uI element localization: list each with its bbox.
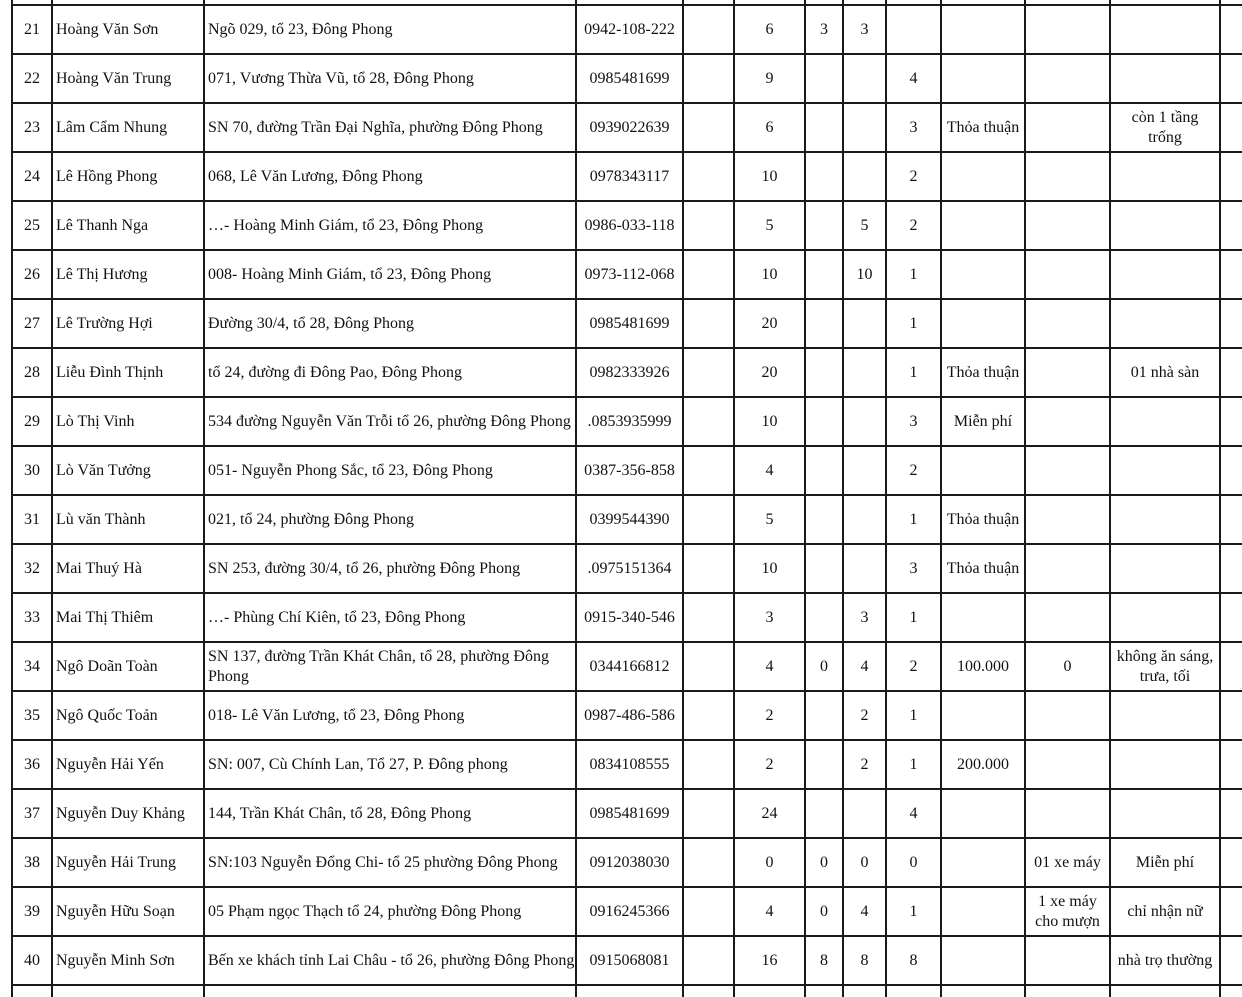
cell-col-9: 3	[909, 412, 918, 430]
cell-col-11	[1026, 398, 1109, 445]
cell-col-10	[942, 594, 1024, 641]
cell-col-11	[1026, 251, 1109, 298]
cell-col-5	[684, 251, 733, 298]
cell-col-10	[942, 447, 1024, 494]
cell-row-number: 34	[24, 657, 40, 675]
cell-col-12: nhà trọ thường	[1117, 951, 1213, 969]
cell-col-8	[844, 153, 885, 200]
cell-address: 05 Phạm ngọc Thạch tổ 24, phường Đông Phong	[208, 902, 522, 920]
cell-row-number: 32	[24, 559, 40, 577]
cell-col-7: 8	[820, 951, 828, 969]
cell-col-10	[942, 839, 1024, 886]
cell-col-11: 1 xe máy cho mượn	[1035, 892, 1100, 930]
cell-col-9: 1	[909, 608, 918, 626]
cell-col-9: 3	[909, 559, 918, 577]
cell-row-number: 23	[24, 118, 40, 136]
cell-col-9: 2	[909, 461, 918, 479]
cell-col-11	[1026, 55, 1109, 102]
cell-col-6: 10	[761, 559, 778, 577]
cell-col-6: 6	[765, 20, 774, 38]
cell-col-5	[684, 300, 733, 347]
cell-col-11	[1026, 153, 1109, 200]
cell-col-7	[806, 398, 842, 445]
cell-address: SN: 007, Cù Chính Lan, Tổ 27, P. Đông phong	[208, 755, 508, 773]
cell-col-9: 4	[909, 69, 918, 87]
cell-row-number: 27	[24, 314, 40, 332]
cell-owner-name: Nguyễn Hải Yến	[56, 755, 164, 773]
cell-row-number: 26	[24, 265, 40, 283]
cell-col-9: 1	[909, 902, 918, 920]
cell-address: …- Hoàng Minh Giám, tổ 23, Đông Phong	[208, 216, 484, 234]
cell-col-9: 1	[909, 706, 918, 724]
cell-address: 144, Trần Khát Chân, tổ 28, Đông Phong	[208, 804, 472, 822]
cell-owner-name: Liễu Đình Thịnh	[56, 363, 164, 381]
cell-col-10	[942, 692, 1024, 739]
cell-col-7	[806, 692, 842, 739]
cell-col-8: 3	[860, 20, 869, 38]
cell-owner-name: Ngô Quốc Toản	[56, 706, 158, 724]
cell-col-6: 2	[765, 755, 774, 773]
cell-phone: 0985481699	[589, 69, 670, 87]
cell-row-number: 39	[24, 902, 40, 920]
cell-row-number: 28	[24, 363, 40, 381]
cell-col-12	[1111, 594, 1219, 641]
cell-col-11	[1026, 692, 1109, 739]
cell-col-8	[844, 398, 885, 445]
cell-col-5	[684, 6, 733, 53]
cell-col-9: 0	[909, 853, 918, 871]
cell-col-12	[1111, 692, 1219, 739]
cell-col-5	[684, 496, 733, 543]
cell-col-10: Thỏa thuận	[946, 118, 1020, 136]
cell-col-11	[1026, 594, 1109, 641]
cell-col-11	[1026, 349, 1109, 396]
cell-owner-name: Hoàng Văn Sơn	[56, 20, 159, 38]
cell-phone: 0387-356-858	[584, 461, 675, 479]
cell-col-8: 10	[856, 265, 873, 283]
cell-col-11	[1026, 496, 1109, 543]
cell-address: SN 70, đường Trần Đại Nghĩa, phường Đông Phong	[208, 118, 543, 136]
cell-col-5	[684, 398, 733, 445]
cell-col-7	[806, 153, 842, 200]
cell-row-number: 36	[24, 755, 40, 773]
cell-owner-name: Nguyễn Hải Trung	[56, 853, 177, 871]
cell-col-8	[844, 447, 885, 494]
cell-col-12: còn 1 tầng trống	[1131, 108, 1199, 146]
cell-col-5	[684, 741, 733, 788]
cell-col-9: 2	[909, 216, 918, 234]
cell-row-number: 31	[24, 510, 40, 528]
cell-col-8	[844, 545, 885, 592]
cell-col-5	[684, 447, 733, 494]
cell-col-12	[1111, 153, 1219, 200]
cell-col-6: 10	[761, 412, 778, 430]
cell-row-number: 21	[24, 20, 40, 38]
cell-owner-name: Mai Thuý Hà	[56, 559, 142, 577]
cell-col-8: 2	[860, 706, 869, 724]
cell-address: 534 đường Nguyễn Văn Trỗi tổ 26, phường Đông Phong	[208, 412, 571, 430]
cell-address: 068, Lê Văn Lương, Đông Phong	[208, 167, 423, 185]
cell-col-6: 10	[761, 167, 778, 185]
cell-col-11: 01 xe máy	[1034, 853, 1101, 871]
cell-col-8: 8	[860, 951, 869, 969]
cell-col-9: 4	[909, 804, 918, 822]
cell-phone: 0399544390	[589, 510, 670, 528]
cell-col-7	[806, 300, 842, 347]
cell-col-11	[1026, 6, 1109, 53]
cell-col-12	[1111, 202, 1219, 249]
cell-col-6: 4	[765, 902, 774, 920]
cell-col-5	[684, 594, 733, 641]
cell-col-11	[1026, 741, 1109, 788]
cell-col-10	[942, 6, 1024, 53]
cell-col-8: 2	[860, 755, 869, 773]
cell-col-10: Thỏa thuận	[946, 510, 1020, 528]
cell-col-11: 0	[1063, 657, 1072, 675]
cell-col-11	[1026, 937, 1109, 984]
cell-col-7	[806, 251, 842, 298]
cell-phone: 0982333926	[589, 363, 670, 381]
cell-col-5	[684, 545, 733, 592]
cell-col-5	[684, 202, 733, 249]
cell-col-10	[942, 790, 1024, 837]
cell-col-6: 24	[761, 804, 778, 822]
cell-phone: 0986-033-118	[584, 216, 675, 234]
cell-col-10	[942, 251, 1024, 298]
cell-col-11	[1026, 545, 1109, 592]
cell-col-12	[1111, 447, 1219, 494]
cell-phone: 0978343117	[589, 167, 670, 185]
cell-address: 071, Vương Thừa Vũ, tổ 28, Đông Phong	[208, 69, 474, 87]
cell-col-12: Miễn phí	[1135, 853, 1195, 871]
cell-address: SN 137, đường Trần Khát Chân, tổ 28, phường Đông Phong	[208, 647, 549, 685]
cell-col-6: 5	[765, 510, 774, 528]
cell-row-number: 33	[24, 608, 40, 626]
cell-address: SN:103 Nguyễn Đổng Chi- tổ 25 phường Đông Phong	[208, 853, 558, 871]
cell-owner-name: Lù văn Thành	[56, 510, 146, 528]
cell-col-10: Thỏa thuận	[946, 363, 1020, 381]
cell-col-7	[806, 202, 842, 249]
cell-phone: 0912038030	[589, 853, 670, 871]
cell-phone: 0916245366	[589, 902, 670, 920]
cell-col-5	[684, 692, 733, 739]
cell-row-number: 25	[24, 216, 40, 234]
cell-col-5	[684, 104, 733, 151]
column-divider	[1219, 0, 1221, 997]
cell-col-11	[1026, 790, 1109, 837]
cell-address: SN 253, đường 30/4, tổ 26, phường Đông Phong	[208, 559, 521, 577]
cell-col-7	[806, 104, 842, 151]
cell-row-number: 40	[24, 951, 40, 969]
cell-col-10: Miễn phí	[953, 412, 1013, 430]
cell-col-12: 01 nhà sàn	[1130, 363, 1200, 381]
cell-col-7	[806, 55, 842, 102]
cell-col-8	[844, 104, 885, 151]
cell-col-10	[942, 937, 1024, 984]
cell-col-12	[1111, 741, 1219, 788]
cell-col-6: 5	[765, 216, 774, 234]
cell-col-6: 2	[765, 706, 774, 724]
cell-phone: 0985481699	[589, 804, 670, 822]
cell-owner-name: Nguyễn Hữu Soạn	[56, 902, 175, 920]
cell-col-11	[1026, 300, 1109, 347]
cell-col-6: 16	[761, 951, 778, 969]
cell-col-6: 3	[765, 608, 774, 626]
cell-phone: 0973-112-068	[584, 265, 675, 283]
cell-col-9: 1	[909, 265, 918, 283]
cell-owner-name: Ngô Doãn Toàn	[56, 657, 158, 675]
cell-col-9: 1	[909, 755, 918, 773]
cell-address: Bến xe khách tỉnh Lai Châu - tổ 26, phường Đông Phong	[208, 951, 575, 969]
cell-col-12	[1111, 251, 1219, 298]
cell-phone: 0915068081	[589, 951, 670, 969]
cell-col-7	[806, 790, 842, 837]
cell-row-number: 30	[24, 461, 40, 479]
cell-owner-name: Hoàng Văn Trung	[56, 69, 172, 87]
cell-col-5	[684, 643, 733, 690]
cell-col-7	[806, 447, 842, 494]
cell-col-12: không ăn sáng, trưa, tối	[1116, 647, 1214, 685]
row-divider	[12, 984, 1242, 986]
cell-phone: 0834108555	[589, 755, 670, 773]
cell-phone: .0975151364	[587, 559, 672, 577]
cell-col-9: 2	[909, 167, 918, 185]
cell-col-8	[844, 300, 885, 347]
cell-col-6: 20	[761, 363, 778, 381]
cell-address: Đường 30/4, tổ 28, Đông Phong	[208, 314, 415, 332]
cell-col-10: 200.000	[957, 755, 1009, 773]
cell-address: 021, tổ 24, phường Đông Phong	[208, 510, 415, 528]
cell-col-8	[844, 496, 885, 543]
cell-col-6: 9	[765, 69, 774, 87]
cell-col-10	[942, 55, 1024, 102]
cell-col-6: 4	[765, 657, 774, 675]
cell-col-7: 3	[820, 20, 828, 38]
cell-col-5	[684, 839, 733, 886]
cell-phone: 0987-486-586	[584, 706, 675, 724]
cell-col-12	[1111, 496, 1219, 543]
cell-col-10	[942, 888, 1024, 935]
cell-col-6: 0	[765, 853, 774, 871]
cell-col-6: 10	[761, 265, 778, 283]
cell-owner-name: Lê Thị Hương	[56, 265, 148, 283]
cell-col-7	[806, 741, 842, 788]
cell-col-7	[806, 594, 842, 641]
cell-col-7: 0	[820, 853, 828, 871]
cell-col-10: Thỏa thuận	[946, 559, 1020, 577]
cell-col-11	[1026, 202, 1109, 249]
cell-col-7: 0	[820, 902, 828, 920]
cell-col-5	[684, 153, 733, 200]
cell-col-8: 4	[860, 902, 869, 920]
cell-owner-name: Lê Thanh Nga	[56, 216, 149, 234]
cell-address: 051- Nguyễn Phong Sắc, tổ 23, Đông Phong	[208, 461, 493, 479]
cell-owner-name: Lê Trường Hợi	[56, 314, 153, 332]
cell-col-12	[1111, 300, 1219, 347]
cell-owner-name: Mai Thị Thiêm	[56, 608, 154, 626]
cell-owner-name: Lò Thị Vinh	[56, 412, 135, 430]
cell-col-5	[684, 937, 733, 984]
cell-row-number: 37	[24, 804, 40, 822]
cell-col-12	[1111, 790, 1219, 837]
cell-col-8	[844, 55, 885, 102]
cell-col-8: 5	[860, 216, 869, 234]
cell-col-5	[684, 349, 733, 396]
cell-col-5	[684, 888, 733, 935]
cell-row-number: 22	[24, 69, 40, 87]
cell-col-12	[1111, 545, 1219, 592]
cell-col-8: 3	[860, 608, 869, 626]
cell-address: 018- Lê Văn Lương, tổ 23, Đông Phong	[208, 706, 465, 724]
cell-col-8	[844, 790, 885, 837]
cell-phone: 0939022639	[589, 118, 670, 136]
cell-owner-name: Nguyễn Duy Khảng	[56, 804, 185, 822]
cell-col-8: 0	[860, 853, 869, 871]
cell-col-10	[942, 202, 1024, 249]
cell-address: tổ 24, đường đi Đông Pao, Đông Phong	[208, 363, 463, 381]
cell-col-9: 1	[909, 510, 918, 528]
cell-row-number: 24	[24, 167, 40, 185]
cell-owner-name: Lâm Cẩm Nhung	[56, 118, 168, 136]
cell-col-7	[806, 496, 842, 543]
cell-col-6: 20	[761, 314, 778, 332]
cell-col-5	[684, 55, 733, 102]
cell-col-12	[1111, 55, 1219, 102]
cell-phone: 0942-108-222	[584, 20, 675, 38]
cell-phone: 0985481699	[589, 314, 670, 332]
cell-phone: 0344166812	[589, 657, 670, 675]
cell-col-10	[942, 300, 1024, 347]
cell-col-12: chỉ nhận nữ	[1127, 902, 1203, 920]
cell-col-10: 100.000	[957, 657, 1009, 675]
cell-col-7	[806, 545, 842, 592]
cell-col-7: 0	[820, 657, 828, 675]
cell-col-8	[844, 349, 885, 396]
cell-row-number: 38	[24, 853, 40, 871]
cell-address: …- Phùng Chí Kiên, tổ 23, Đông Phong	[208, 608, 466, 626]
cell-col-12	[1111, 398, 1219, 445]
cell-col-9: 2	[909, 657, 918, 675]
cell-col-7	[806, 349, 842, 396]
cell-col-10	[942, 153, 1024, 200]
cell-address: Ngõ 029, tổ 23, Đông Phong	[208, 20, 393, 38]
cell-col-11	[1026, 447, 1109, 494]
cell-address: 008- Hoàng Minh Giám, tổ 23, Đông Phong	[208, 265, 492, 283]
cell-owner-name: Lò Văn Tưởng	[56, 461, 151, 479]
cell-phone: 0915-340-546	[584, 608, 675, 626]
cell-col-8: 4	[860, 657, 869, 675]
cell-col-5	[684, 790, 733, 837]
cell-phone: .0853935999	[587, 412, 672, 430]
cell-col-9: 8	[909, 951, 918, 969]
cell-col-9	[887, 6, 940, 53]
cell-row-number: 35	[24, 706, 40, 724]
cell-col-6: 4	[765, 461, 774, 479]
cell-owner-name: Nguyễn Minh Sơn	[56, 951, 175, 969]
cell-col-6: 6	[765, 118, 774, 136]
cell-owner-name: Lê Hồng Phong	[56, 167, 158, 185]
cell-col-9: 3	[909, 118, 918, 136]
cell-row-number: 29	[24, 412, 40, 430]
cell-col-9: 1	[909, 314, 918, 332]
cell-col-11	[1026, 104, 1109, 151]
cell-col-9: 1	[909, 363, 918, 381]
cell-col-12	[1111, 6, 1219, 53]
